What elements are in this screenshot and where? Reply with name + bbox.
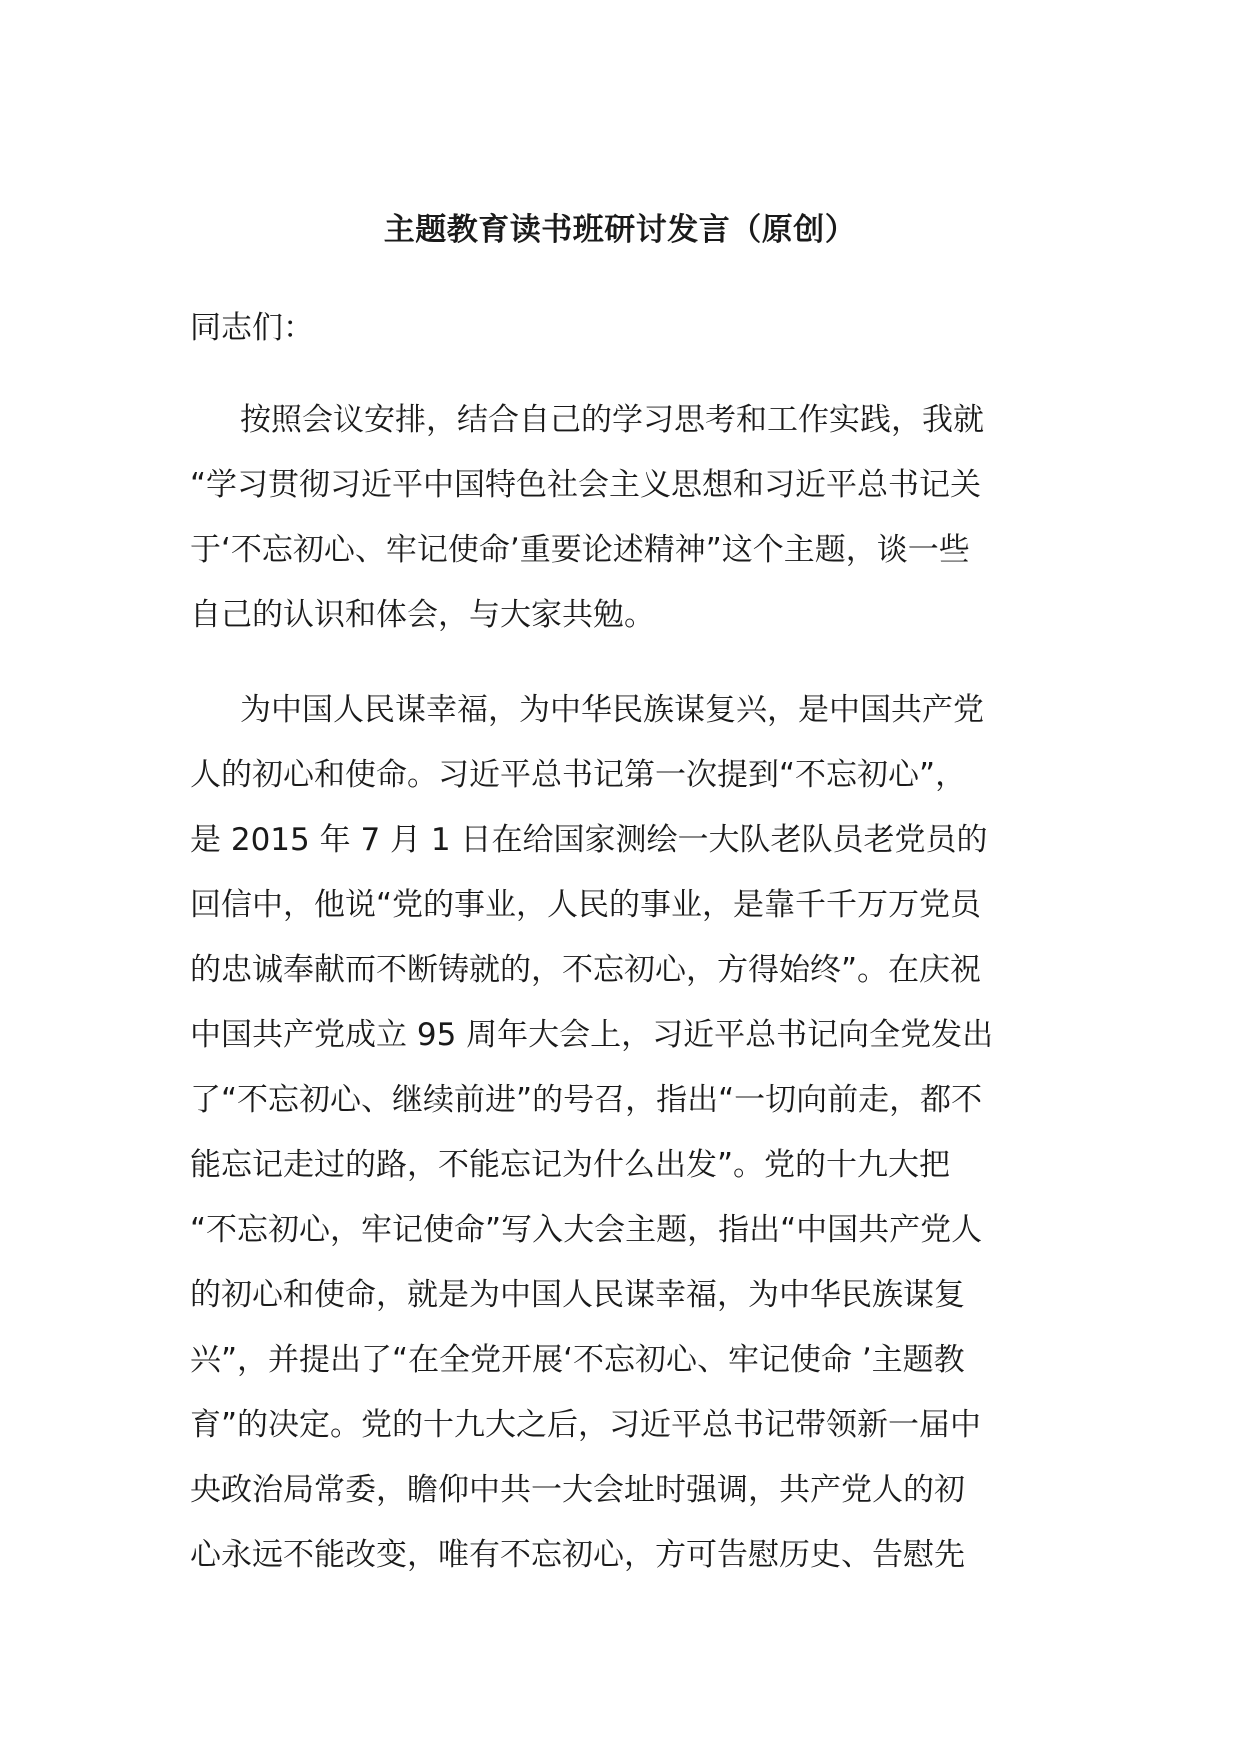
paragraph-line: “学习贯彻习近平中国特色社会主义思想和习近平总书记关	[190, 467, 982, 503]
paragraph-line: 央政治局常委，瞻仰中共一大会址时强调，共产党人的初	[190, 1472, 965, 1508]
greeting: 同志们：	[190, 310, 314, 346]
paragraph-line: 按照会议安排，结合自己的学习思考和工作实践，我就	[240, 402, 984, 438]
paragraph-line: 人的初心和使命。习近平总书记第一次提到“不忘初心”，	[190, 757, 967, 793]
document-title: 主题教育读书班研讨发言（原创）	[383, 212, 857, 248]
paragraph-line: 为中国人民谋幸福，为中华民族谋复兴，是中国共产党	[240, 692, 984, 728]
paragraph-2	[190, 678, 1050, 1588]
paragraph-line: 的忠诚奉献而不断铸就的，不忘初心，方得始终”。在庆祝	[190, 952, 982, 988]
paragraph-line: 能忘记走过的路，不能忘记为什么出发”。党的十九大把	[190, 1147, 951, 1183]
paragraph-line: 中国共产党成立 95 周年大会上，习近平总书记向全党发出	[190, 1017, 994, 1053]
paragraph-line: “不忘初心，牢记使命”写入大会主题，指出“中国共产党人	[190, 1212, 983, 1248]
paragraph-line: 自己的认识和体会，与大家共勉。	[190, 597, 655, 633]
paragraph-line: 是 2015 年 7 月 1 日在给国家测绘一大队老队员老党员的	[190, 822, 988, 858]
paragraph-line: 了“不忘初心、继续前进”的号召，指出“一切向前走，都不	[190, 1082, 983, 1118]
paragraph-1	[190, 388, 1050, 648]
paragraph-line: 回信中，他说“党的事业，人民的事业，是靠千千万万党员	[190, 887, 982, 923]
paragraph-line: 兴”，并提出了“在全党开展‘不忘初心、牢记使命 ’主题教	[190, 1342, 965, 1378]
paragraph-line: 育”的决定。党的十九大之后，习近平总书记带领新一届中	[190, 1407, 982, 1443]
paragraph-line: 于‘不忘初心、牢记使命’重要论述精神”这个主题，谈一些	[190, 532, 970, 568]
paragraph-line: 心永远不能改变，唯有不忘初心，方可告慰历史、告慰先	[190, 1537, 965, 1573]
paragraph-line: 的初心和使命，就是为中国人民谋幸福，为中华民族谋复	[190, 1277, 965, 1313]
